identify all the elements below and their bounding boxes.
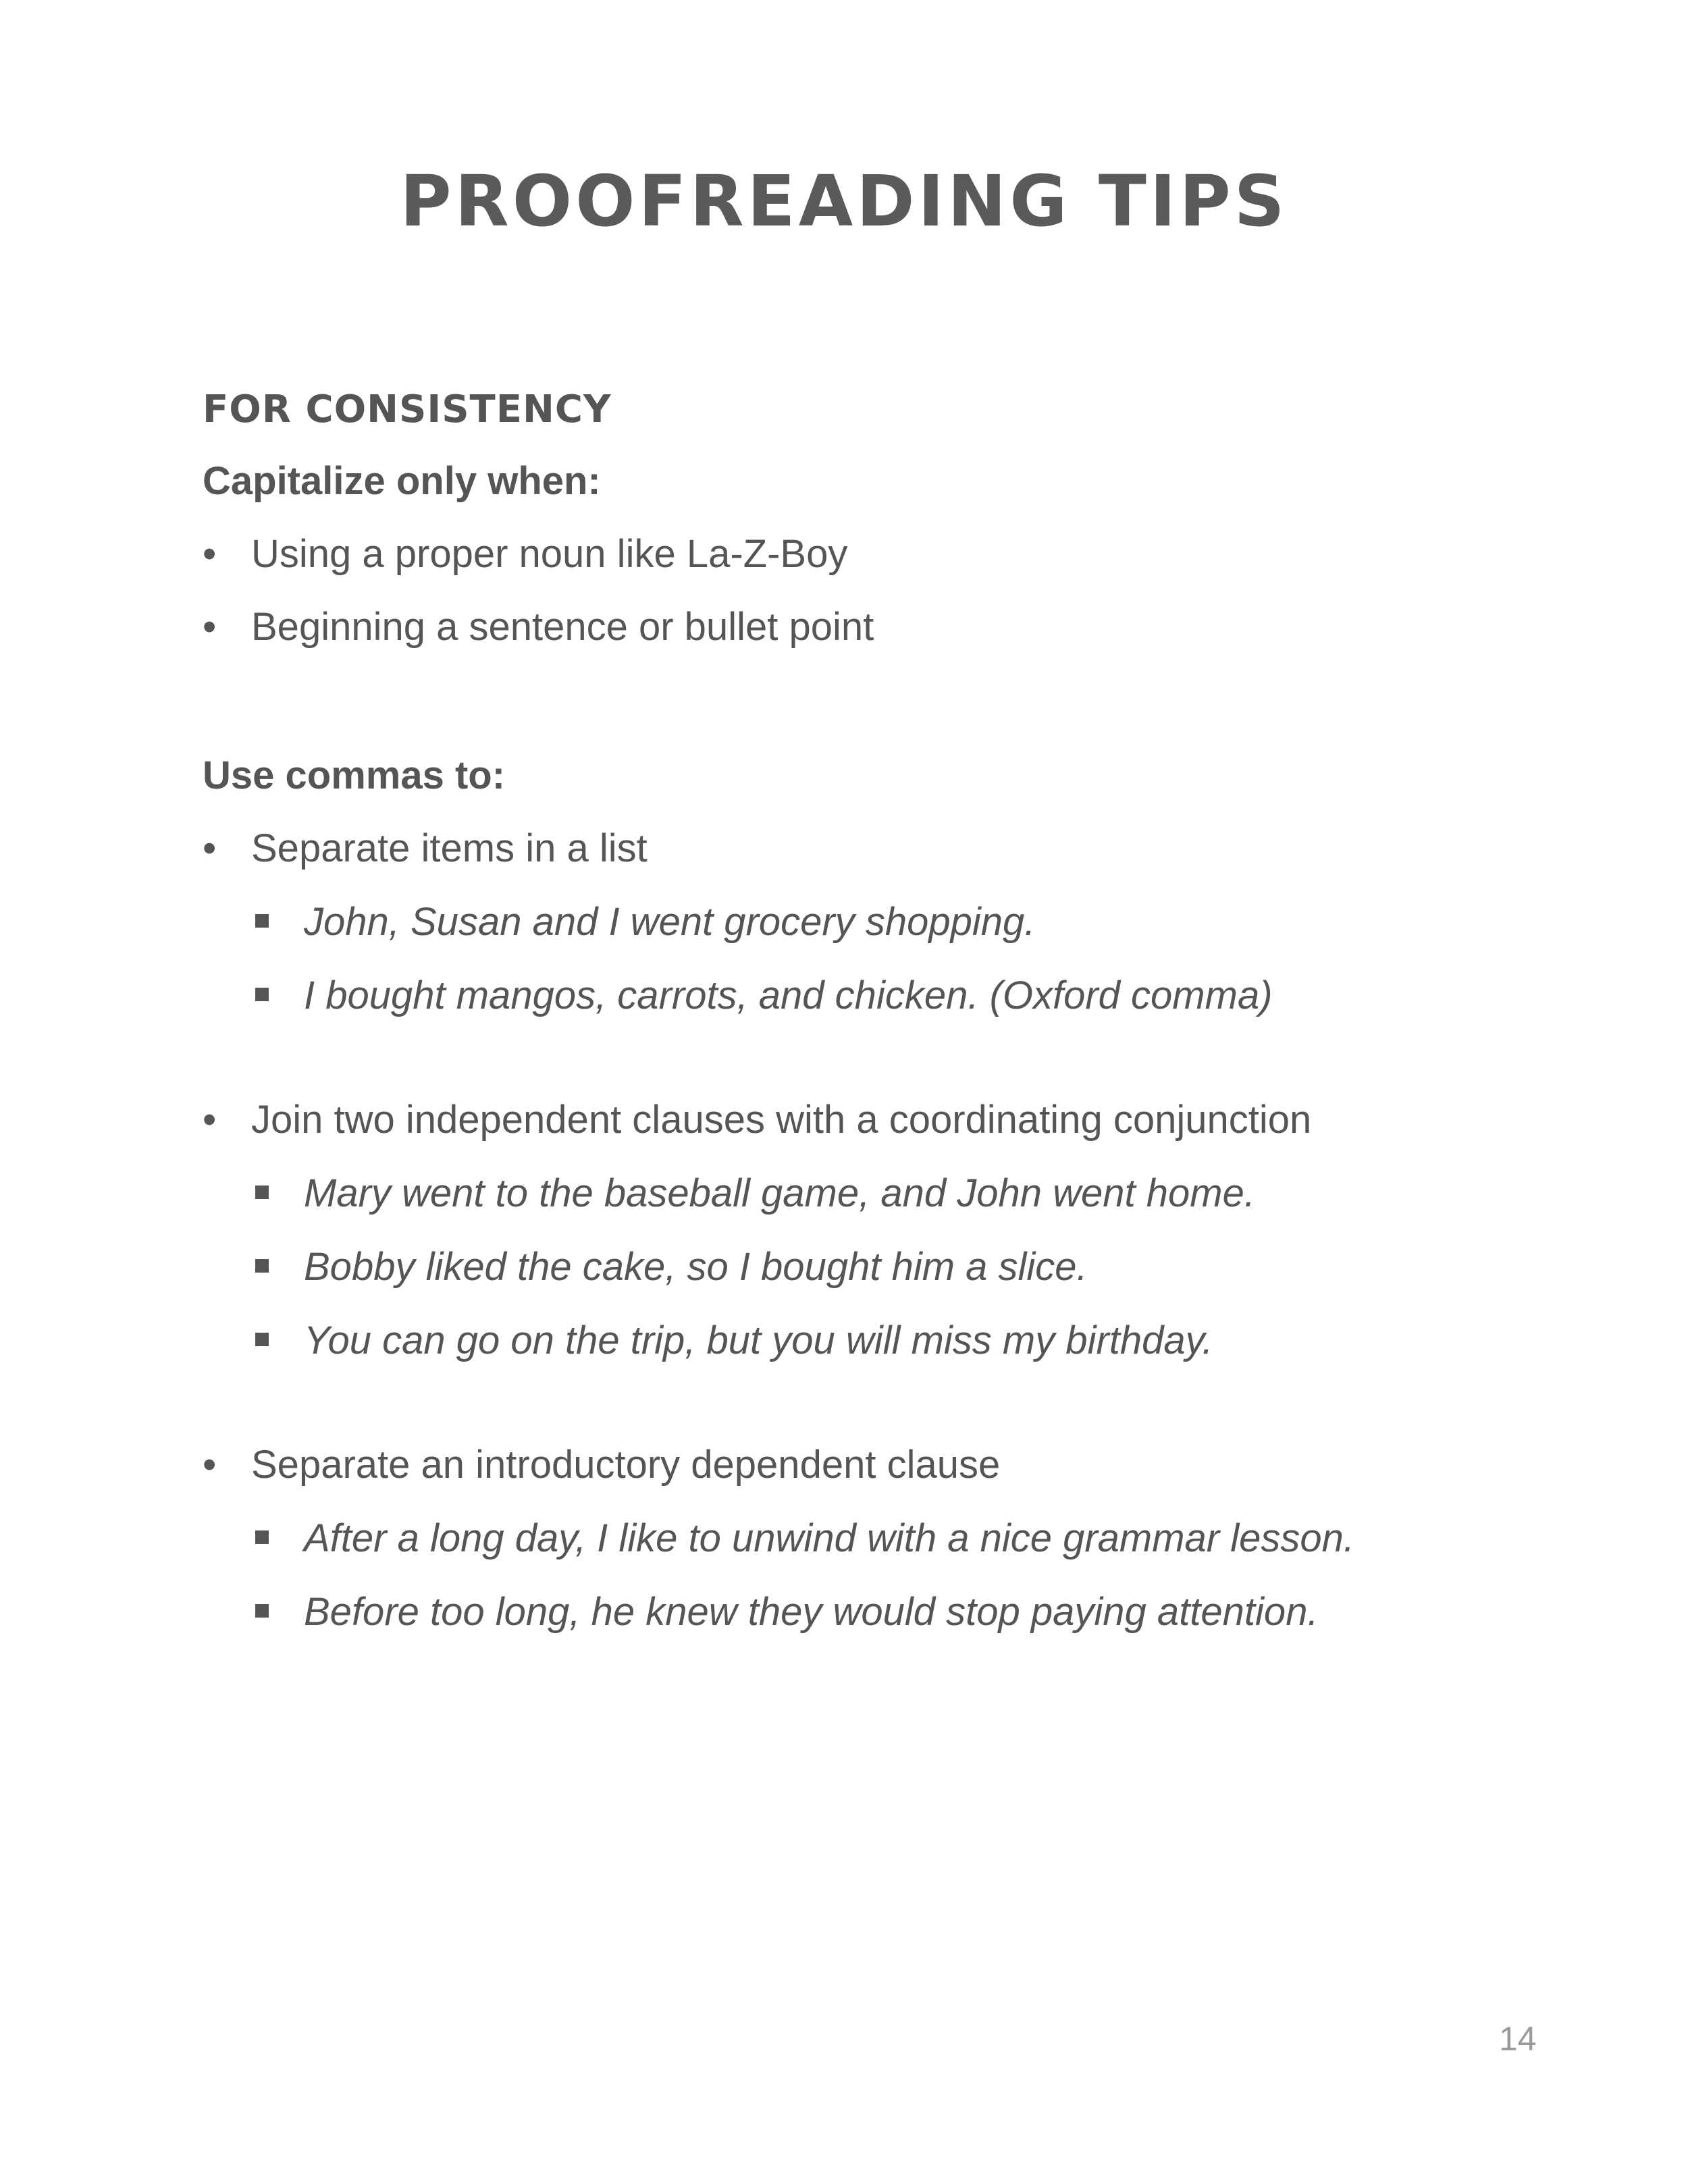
list-item bbox=[203, 531, 847, 578]
example-item bbox=[255, 899, 1035, 946]
page-number: 14 bbox=[1499, 2020, 1537, 2058]
example-text: I bought mangos, carrots, and chicken. (Oxford comma) bbox=[304, 974, 1273, 1017]
example-text: John, Susan and I went grocery shopping. bbox=[304, 900, 1036, 944]
example-text: After a long day, I like to unwind with a nice grammar lesson. bbox=[304, 1516, 1355, 1560]
example-text: Before too long, he knew they would stop paying attention. bbox=[304, 1590, 1319, 1634]
square-bullet-icon bbox=[255, 1530, 269, 1544]
example-item bbox=[255, 1244, 1088, 1291]
square-bullet-icon bbox=[255, 1259, 269, 1273]
bullet-icon: • bbox=[203, 605, 217, 649]
bullet-icon: • bbox=[203, 1443, 217, 1487]
list-item-text: Separate an introductory dependent clause bbox=[251, 1443, 1001, 1487]
list-item-text: Using a proper noun like La-Z-Boy bbox=[251, 532, 848, 576]
list-item bbox=[203, 1096, 1311, 1144]
example-text: You can go on the trip, but you will miss my birthday. bbox=[304, 1319, 1213, 1362]
capitalize-heading: Capitalize only when: bbox=[203, 459, 601, 503]
list-item bbox=[203, 1441, 1000, 1489]
example-item bbox=[255, 1515, 1354, 1562]
commas-heading: Use commas to: bbox=[203, 753, 506, 797]
square-bullet-icon bbox=[255, 914, 269, 928]
square-bullet-icon bbox=[255, 1604, 269, 1618]
bullet-icon: • bbox=[203, 826, 217, 870]
bullet-icon: • bbox=[203, 532, 217, 576]
list-item-text: Beginning a sentence or bullet point bbox=[251, 605, 874, 649]
list-item bbox=[203, 825, 648, 872]
square-bullet-icon bbox=[255, 988, 269, 1001]
list-item bbox=[203, 604, 874, 651]
page-title: PROOFREADING TIPS bbox=[400, 160, 1288, 242]
square-bullet-icon bbox=[255, 1333, 269, 1346]
list-item-text: Separate items in a list bbox=[251, 826, 648, 870]
example-item bbox=[255, 1589, 1319, 1636]
section-heading: FOR CONSISTENCY bbox=[203, 388, 612, 431]
square-bullet-icon bbox=[255, 1186, 269, 1199]
example-text: Bobby liked the cake, so I bought him a slice. bbox=[304, 1245, 1088, 1289]
example-item bbox=[255, 1317, 1213, 1364]
example-item bbox=[255, 1170, 1255, 1217]
list-item-text: Join two independent clauses with a coordinating conjunction bbox=[251, 1098, 1312, 1142]
example-item bbox=[255, 972, 1273, 1019]
example-text: Mary went to the baseball game, and John went home. bbox=[304, 1171, 1255, 1215]
bullet-icon: • bbox=[203, 1098, 217, 1142]
